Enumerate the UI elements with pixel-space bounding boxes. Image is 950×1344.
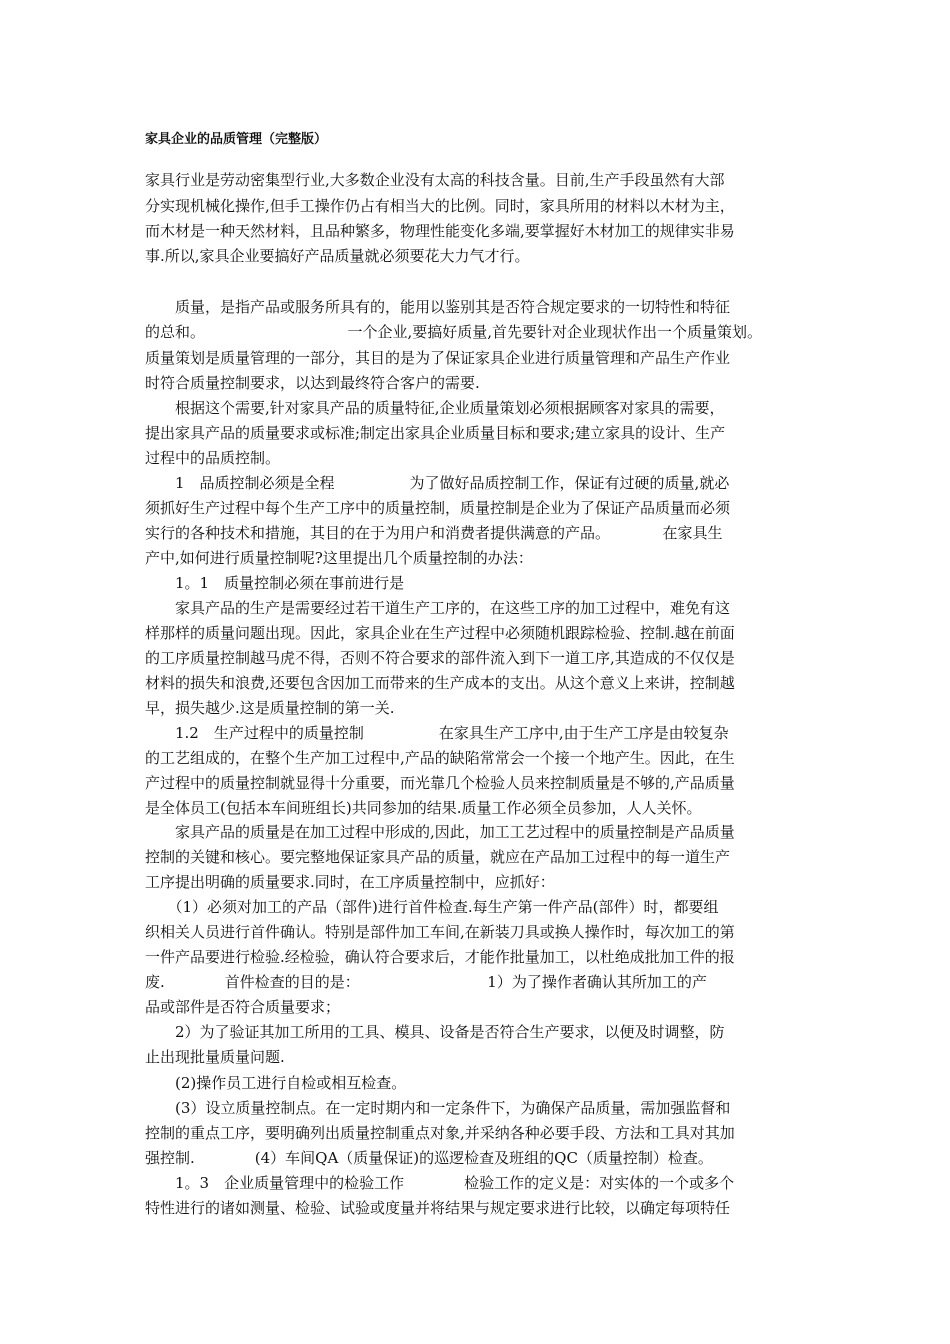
body-text-line: 提出家具产品的质量要求或标准;制定出家具企业质量目标和要求;建立家具的设计、生产 (145, 424, 726, 442)
body-text-line: 的工艺组成的，在整个生产加工过程中,产品的缺陷常常会一个接一个地产生。因此，在生 (145, 749, 735, 767)
body-text-line: (2)操作员工进行自检或相互检查。 (145, 1074, 407, 1092)
body-text-line: 时符合质量控制要求，以达到最终符合客户的需要. (145, 374, 480, 392)
body-text-line: 是全体员工(包括本车间班组长)共同参加的结果.质量工作必须全员参加，人人关怀。 (145, 799, 702, 817)
body-text-line: 质量，是指产品或服务所具有的，能用以鉴别其是否符合规定要求的一切特性和特征 (145, 298, 731, 316)
body-text-line: 过程中的品质控制。 (145, 449, 281, 467)
body-text-line: 须抓好生产过程中每个生产工序中的质量控制，质量控制是企业为了保证产品质量而必须 (145, 499, 731, 517)
body-text-line: 根据这个需要,针对家具产品的质量特征,企业质量策划必须根据顾客对家具的需要， (145, 399, 725, 417)
body-text-line: 早，损失越少.这是质量控制的第一关. (145, 699, 395, 717)
body-text-line: 家具产品的生产是需要经过若干道生产工序的，在这些工序的加工过程中，难免有这 (145, 599, 731, 617)
body-text-line: 家具行业是劳动密集型行业,大多数企业没有太高的科技含量。目前,生产手段虽然有大部 (145, 171, 725, 189)
body-text-line: 家具产品的质量是在加工过程中形成的,因此，加工工艺过程中的质量控制是产品质量 (145, 823, 735, 841)
body-text-line: 工序提出明确的质量要求.同时，在工序质量控制中，应抓好： (145, 873, 555, 891)
body-text-line: 1。1 质量控制必须在事前进行是 (145, 574, 405, 592)
body-text-line: 2）为了验证其加工所用的工具、模具、设备是否符合生产要求，以便及时调整，防 (145, 1023, 725, 1041)
body-text-line: 控制的重点工序，要明确列出质量控制重点对象,并采纳各种必要手段、方法和工具对其加 (145, 1124, 735, 1142)
body-text-line: 分实现机械化操作,但手工操作仍占有相当大的比例。同时，家具所用的材料以木材为主， (145, 197, 735, 215)
body-text-line: 的总和。 一个企业,要搞好质量,首先要针对企业现状作出一个质量策划。 (145, 323, 763, 341)
body-text-line: 而木材是一种天然材料，且品种繁多，物理性能变化多端,要掌握好木材加工的规律实非易 (145, 222, 735, 240)
body-text-line: 止出现批量质量问题. (145, 1048, 285, 1066)
body-text-line: 1 品质控制必须是全程 为了做好品质控制工作，保证有过硬的质量,就必 (145, 474, 730, 492)
body-text-line: 1.2 生产过程中的质量控制 在家具生产工序中,由于生产工序是由较复杂 (145, 724, 729, 742)
body-text-line: 强控制. (4）车间QA（质量保证)的巡逻检查及班组的QC（质量控制）检查。 (145, 1149, 713, 1167)
body-text-line: 产中,如何进行质量控制呢?这里提出几个质量控制的办法： (145, 549, 533, 567)
body-text-line: （1）必须对加工的产品（部件)进行首件检查.每生产第一件产品(部件）时，都要组 (145, 898, 719, 916)
body-text-line: 质量策划是质量管理的一部分，其目的是为了保证家具企业进行质量管理和产品生产作业 (145, 349, 731, 367)
body-text-line: 1。3 企业质量管理中的检验工作 检验工作的定义是：对实体的一个或多个 (145, 1174, 735, 1192)
body-text-line: 织相关人员进行首件确认。特别是部件加工车间,在新装刀具或换人操作时，每次加工的第 (145, 923, 735, 941)
body-text-line: 事.所以,家具企业要搞好产品质量就必须要花大力气才行。 (145, 247, 530, 265)
body-text-line: 材料的损失和浪费,还要包含因加工而带来的生产成本的支出。从这个意义上来讲，控制越 (145, 674, 735, 692)
body-text-line: 废. 首件检查的目的是： 1）为了操作者确认其所加工的产 (145, 973, 707, 991)
body-text-line: 一件产品要进行检验.经检验，确认符合要求后，才能作批量加工，以杜绝成批加工件的报 (145, 948, 735, 966)
body-text-line: 控制的关键和核心。要完整地保证家具产品的质量，就应在产品加工过程中的每一道生产 (145, 848, 731, 866)
document-title: 家具企业的品质管理（完整版） (145, 132, 328, 147)
body-text-line: 的工序质量控制越马虎不得，否则不符合要求的部件流入到下一道工序,其造成的不仅仅是 (145, 649, 735, 667)
body-text-line: 实行的各种技术和措施，其目的在于为用户和消费者提供满意的产品。 在家具生 (145, 524, 723, 542)
body-text-line: 特性进行的诸如测量、检验、试验或度量并将结果与规定要求进行比较，以确定每项特任 (145, 1199, 731, 1217)
body-text-line: 产过程中的质量控制就显得十分重要，而光靠几个检验人员来控制质量是不够的,产品质量 (145, 774, 735, 792)
body-text-line: 品或部件是否符合质量要求； (145, 998, 341, 1016)
body-text-line: 样那样的质量问题出现。因此，家具企业在生产过程中必须随机跟踪检验、控制.越在前面 (145, 624, 735, 642)
body-text-line: (3）设立质量控制点。在一定时期内和一定条件下，为确保产品质量，需加强监督和 (145, 1099, 731, 1117)
